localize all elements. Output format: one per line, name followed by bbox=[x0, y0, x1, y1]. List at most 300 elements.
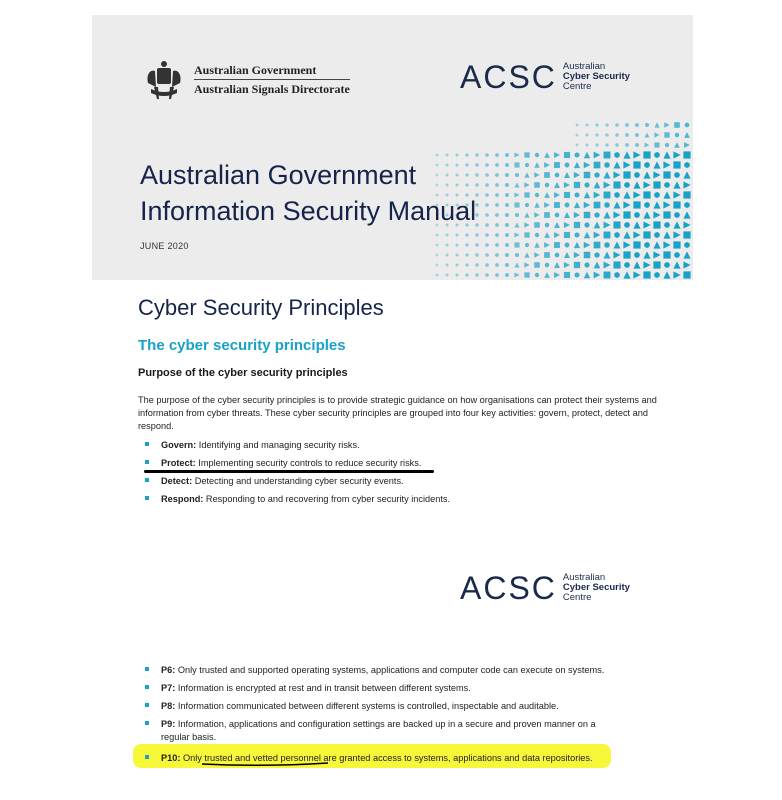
acsc-sub-1: Australian bbox=[562, 61, 606, 72]
pattern-dot bbox=[623, 211, 630, 218]
principle-term: P10: bbox=[161, 753, 181, 763]
pattern-dot bbox=[604, 252, 611, 259]
pattern-dot bbox=[633, 181, 640, 188]
agency-name: Australian Signals Directorate bbox=[194, 81, 350, 96]
pattern-dot bbox=[576, 134, 579, 137]
pattern-dot bbox=[475, 273, 478, 276]
pattern-dot bbox=[584, 192, 591, 199]
pattern-dot bbox=[514, 182, 519, 187]
pattern-dot bbox=[643, 271, 650, 278]
publication-date: JUNE 2020 bbox=[140, 241, 189, 251]
pattern-dot bbox=[555, 253, 560, 258]
pattern-dot bbox=[495, 253, 499, 257]
pattern-dot bbox=[594, 162, 601, 169]
pattern-dot bbox=[585, 133, 588, 136]
pattern-dot bbox=[663, 211, 670, 218]
pattern-dot bbox=[613, 171, 620, 178]
pattern-dot bbox=[574, 182, 580, 188]
purpose-paragraph: The purpose of the cyber security principles is to provide strategic guidance on how organisations can protect their systems and information from cyber threats. These cyber security principles are grouped into four key activities: govern, protect, detect and respond. bbox=[138, 395, 657, 431]
pattern-dot bbox=[574, 232, 579, 237]
acsc-logo bbox=[460, 61, 630, 93]
pattern-dot bbox=[554, 162, 560, 168]
activities-list bbox=[145, 439, 450, 511]
pattern-dot bbox=[545, 223, 550, 228]
pattern-dot bbox=[554, 182, 560, 188]
pattern-dot bbox=[654, 132, 659, 137]
pattern-dot bbox=[613, 221, 620, 228]
pattern-dot bbox=[554, 152, 560, 158]
pattern-dot bbox=[683, 231, 690, 238]
pattern-dot bbox=[574, 222, 580, 228]
pattern-dot bbox=[564, 252, 570, 258]
pattern-dot bbox=[544, 252, 550, 258]
pattern-dot bbox=[643, 151, 650, 158]
pattern-dot bbox=[613, 251, 620, 258]
pattern-dot bbox=[653, 171, 660, 178]
pattern-dot bbox=[495, 203, 499, 207]
pattern-dot bbox=[624, 222, 630, 228]
pattern-dot bbox=[673, 151, 680, 158]
pattern-dot bbox=[633, 151, 640, 158]
pattern-dot bbox=[554, 222, 560, 228]
pattern-dot bbox=[683, 261, 690, 268]
pattern-dot bbox=[615, 123, 619, 127]
pattern-dot bbox=[436, 244, 439, 247]
pattern-dot bbox=[584, 182, 589, 187]
pattern-dot bbox=[524, 182, 529, 187]
pattern-dot bbox=[505, 173, 509, 177]
pattern-dot bbox=[554, 242, 560, 248]
pattern-dot bbox=[684, 132, 690, 138]
pattern-dot bbox=[535, 193, 539, 197]
pattern-dot bbox=[604, 212, 611, 219]
pattern-dot bbox=[555, 213, 560, 218]
pattern-dot bbox=[623, 201, 630, 208]
pattern-dot bbox=[495, 153, 499, 157]
pattern-dot bbox=[544, 192, 550, 198]
pattern-dot bbox=[683, 191, 690, 198]
principle-desc: Information communicated between different systems is controlled, inspectable and auditable. bbox=[175, 701, 559, 711]
pattern-dot bbox=[574, 262, 580, 268]
pattern-dot bbox=[613, 201, 620, 208]
pattern-dot bbox=[684, 142, 690, 148]
pattern-dot bbox=[574, 252, 580, 258]
pattern-dot bbox=[535, 273, 539, 277]
pattern-dot bbox=[564, 212, 570, 218]
pattern-dot bbox=[495, 233, 499, 237]
pattern-dot bbox=[574, 212, 580, 218]
pattern-dot bbox=[535, 153, 539, 157]
pattern-dot bbox=[534, 262, 540, 268]
pattern-dot bbox=[683, 221, 690, 228]
pattern-dot bbox=[436, 264, 439, 267]
principles-list bbox=[145, 664, 625, 770]
pattern-dot bbox=[674, 122, 680, 128]
pattern-dot bbox=[514, 262, 519, 267]
bullet-icon bbox=[145, 442, 149, 446]
pattern-dot bbox=[673, 221, 680, 228]
pattern-dot bbox=[634, 212, 640, 218]
pattern-dot bbox=[664, 182, 670, 188]
pattern-dot bbox=[654, 192, 660, 198]
pattern-dot bbox=[663, 201, 670, 208]
pattern-dot bbox=[465, 233, 468, 236]
pattern-dot bbox=[654, 152, 660, 158]
pattern-dot bbox=[613, 161, 620, 168]
pattern-dot bbox=[475, 233, 478, 236]
pattern-dot bbox=[645, 143, 650, 148]
pattern-dot bbox=[475, 253, 478, 256]
pattern-dot bbox=[643, 261, 650, 268]
pattern-dot bbox=[633, 201, 640, 208]
pattern-dot bbox=[653, 251, 660, 258]
pattern-dot bbox=[643, 171, 650, 178]
pattern-dot bbox=[635, 133, 639, 137]
pattern-dot bbox=[633, 221, 640, 228]
pattern-dot bbox=[604, 182, 611, 189]
pattern-dot bbox=[684, 242, 690, 248]
pattern-dot bbox=[554, 262, 560, 268]
pattern-dot bbox=[625, 133, 629, 137]
pattern-dot bbox=[643, 231, 650, 238]
pattern-dot bbox=[485, 183, 489, 187]
acsc-sub-3: Centre bbox=[562, 81, 592, 92]
activity-term: Respond: bbox=[161, 494, 204, 504]
pattern-dot bbox=[605, 123, 608, 126]
principle-desc: Only trusted and supported operating systems, applications and computer code can execute on systems. bbox=[175, 665, 605, 675]
pattern-dot bbox=[514, 202, 519, 207]
pattern-dot bbox=[565, 203, 570, 208]
pattern-dot bbox=[633, 241, 640, 248]
principle-desc: Information is encrypted at rest and in transit between different systems. bbox=[175, 683, 471, 693]
pattern-dot bbox=[643, 181, 650, 188]
pattern-dot bbox=[614, 232, 620, 238]
pattern-dot bbox=[574, 152, 579, 157]
bullet-icon bbox=[145, 667, 149, 671]
bullet-icon bbox=[145, 460, 149, 464]
pattern-dot bbox=[604, 222, 611, 229]
pattern-dot bbox=[524, 222, 529, 227]
pattern-dot bbox=[623, 231, 630, 238]
pattern-dot bbox=[485, 223, 489, 227]
pattern-dot bbox=[446, 274, 449, 277]
pattern-dot bbox=[594, 222, 601, 229]
pattern-dot bbox=[514, 152, 519, 157]
pattern-dot bbox=[683, 171, 690, 178]
pattern-dot bbox=[584, 272, 591, 279]
pattern-dot bbox=[455, 243, 458, 246]
pattern-dot bbox=[534, 202, 540, 208]
pattern-dot bbox=[574, 272, 579, 277]
activity-desc: Identifying and managing security risks. bbox=[196, 440, 360, 450]
pattern-dot bbox=[654, 122, 659, 127]
pattern-dot bbox=[554, 202, 560, 208]
principle-desc: Information, applications and configuration settings are backed up in a secure and proven manner on a regular basis. bbox=[161, 719, 596, 742]
pattern-dot bbox=[584, 212, 591, 219]
pattern-dot bbox=[623, 151, 630, 158]
pattern-dot bbox=[455, 233, 458, 236]
pattern-dot bbox=[613, 211, 620, 218]
pattern-dot bbox=[514, 192, 519, 197]
acsc-mark: ACSC bbox=[460, 59, 557, 95]
pattern-dot bbox=[634, 252, 640, 258]
pattern-dot bbox=[664, 262, 670, 268]
pattern-dot bbox=[485, 153, 489, 157]
pattern-dot bbox=[595, 133, 598, 136]
pattern-dot bbox=[633, 261, 640, 268]
pattern-dot bbox=[675, 133, 679, 137]
pattern-dot bbox=[633, 231, 640, 238]
pattern-dot bbox=[683, 211, 690, 218]
pattern-dot bbox=[664, 132, 669, 137]
pattern-dot bbox=[485, 163, 489, 167]
pattern-dot bbox=[594, 272, 601, 279]
pattern-dot bbox=[495, 173, 499, 177]
pattern-dot bbox=[584, 162, 591, 169]
pattern-dot bbox=[505, 153, 509, 157]
list-item bbox=[145, 682, 625, 700]
gov-name: Australian Government bbox=[194, 62, 350, 80]
pattern-dot bbox=[604, 262, 611, 269]
pattern-dot bbox=[613, 261, 620, 268]
pattern-dot bbox=[673, 231, 680, 238]
pattern-dot bbox=[524, 272, 529, 277]
pattern-dot bbox=[584, 232, 591, 239]
pattern-dot bbox=[565, 163, 570, 168]
list-item bbox=[145, 700, 625, 718]
pattern-dot bbox=[663, 271, 670, 278]
pattern-dot bbox=[564, 172, 570, 178]
pattern-dot bbox=[574, 192, 579, 197]
pattern-dot bbox=[465, 253, 468, 256]
pattern-dot bbox=[653, 181, 660, 188]
pattern-dot bbox=[436, 154, 439, 157]
pattern-dot bbox=[683, 271, 690, 278]
pattern-dot bbox=[605, 143, 608, 146]
pattern-dot bbox=[505, 233, 509, 237]
pattern-dot bbox=[594, 152, 601, 159]
pattern-dot bbox=[653, 211, 660, 218]
pattern-dot bbox=[505, 183, 509, 187]
pattern-dot bbox=[604, 172, 611, 179]
pattern-dot bbox=[576, 124, 579, 127]
bullet-icon bbox=[145, 755, 149, 759]
pattern-dot bbox=[654, 232, 660, 238]
pattern-dot bbox=[505, 273, 509, 277]
pattern-dot bbox=[595, 123, 598, 126]
pattern-dot bbox=[643, 251, 650, 258]
pattern-dot bbox=[564, 152, 570, 158]
pattern-dot bbox=[545, 263, 550, 268]
activity-desc: Responding to and recovering from cyber security incidents. bbox=[203, 494, 451, 504]
pattern-dot bbox=[524, 262, 529, 267]
pattern-dot bbox=[645, 133, 650, 138]
pattern-dot bbox=[635, 123, 639, 127]
pattern-dot bbox=[505, 193, 509, 197]
pattern-dot bbox=[594, 242, 601, 249]
pattern-dot bbox=[436, 274, 439, 277]
document-title bbox=[140, 157, 476, 229]
pattern-dot bbox=[436, 254, 439, 257]
pattern-dot bbox=[554, 192, 560, 198]
activity-desc: Implementing security controls to reduce security risks. bbox=[195, 458, 422, 468]
pattern-dot bbox=[525, 163, 529, 167]
pattern-dot bbox=[446, 264, 449, 267]
pattern-dot bbox=[455, 273, 458, 276]
pattern-dot bbox=[683, 251, 690, 258]
list-item bbox=[145, 718, 625, 752]
list-item bbox=[145, 664, 625, 682]
acsc2-sub-3: Centre bbox=[562, 592, 592, 603]
pattern-dot bbox=[515, 173, 519, 177]
pattern-dot bbox=[673, 191, 680, 198]
pattern-dot bbox=[495, 213, 499, 217]
pattern-dot bbox=[564, 272, 570, 278]
pattern-dot bbox=[495, 193, 499, 197]
pattern-dot bbox=[665, 143, 669, 147]
pattern-dot bbox=[485, 243, 489, 247]
pattern-dot bbox=[683, 151, 690, 158]
pattern-dot bbox=[594, 212, 599, 217]
pattern-dot bbox=[505, 243, 509, 247]
pattern-dot bbox=[604, 202, 610, 208]
pattern-dot bbox=[475, 243, 478, 246]
australian-government-logo bbox=[142, 55, 350, 103]
pattern-dot bbox=[544, 242, 550, 248]
pattern-dot bbox=[525, 243, 529, 247]
pattern-dot bbox=[505, 213, 509, 217]
pattern-dot bbox=[625, 123, 629, 127]
pattern-dot bbox=[604, 272, 611, 279]
pattern-dot bbox=[495, 223, 499, 227]
pattern-dot bbox=[495, 243, 499, 247]
pattern-dot bbox=[565, 243, 570, 248]
pattern-dot bbox=[623, 191, 630, 198]
pattern-dot bbox=[455, 253, 458, 256]
cover-page bbox=[92, 15, 693, 280]
pattern-dot bbox=[674, 212, 680, 218]
pattern-dot bbox=[633, 161, 640, 168]
pattern-dot bbox=[585, 143, 588, 146]
pattern-dot bbox=[495, 263, 499, 267]
pattern-dot bbox=[674, 142, 680, 148]
pattern-dot bbox=[673, 181, 680, 188]
pattern-dot bbox=[673, 241, 680, 248]
pattern-dot bbox=[514, 222, 519, 227]
pattern-dot bbox=[576, 144, 579, 147]
section-subheading: The cyber security principles bbox=[138, 337, 346, 354]
list-item bbox=[145, 439, 450, 457]
pattern-dot bbox=[673, 271, 680, 278]
pattern-dot bbox=[594, 232, 601, 239]
pattern-dot bbox=[505, 253, 509, 257]
acsc2-sub-2: Cyber Security bbox=[562, 582, 630, 593]
pattern-dot bbox=[623, 171, 630, 178]
pattern-dot bbox=[584, 172, 591, 179]
pattern-dot bbox=[524, 212, 529, 217]
pattern-dot bbox=[495, 273, 499, 277]
pattern-dot bbox=[505, 163, 509, 167]
pattern-dot bbox=[634, 172, 640, 178]
bullet-icon bbox=[145, 685, 149, 689]
pattern-dot bbox=[544, 232, 550, 238]
pattern-dot bbox=[585, 123, 588, 126]
pattern-dot bbox=[604, 232, 611, 239]
pattern-dot bbox=[594, 172, 599, 177]
pattern-dot bbox=[514, 232, 519, 237]
pattern-dot bbox=[524, 152, 529, 157]
pattern-dot bbox=[525, 203, 529, 207]
pattern-dot bbox=[643, 191, 650, 198]
pattern-dot bbox=[594, 252, 599, 257]
pattern-dot bbox=[614, 272, 620, 278]
acsc-sub-2: Cyber Security bbox=[562, 71, 630, 82]
coat-of-arms-icon bbox=[142, 57, 186, 101]
pattern-dot bbox=[485, 263, 489, 267]
pattern-dot bbox=[534, 222, 540, 228]
pattern-dot bbox=[685, 123, 690, 128]
pattern-dot bbox=[564, 192, 570, 198]
pattern-dot bbox=[613, 241, 620, 248]
bullet-icon bbox=[145, 496, 149, 500]
pattern-dot bbox=[446, 234, 449, 237]
pattern-dot bbox=[564, 262, 570, 268]
pattern-dot bbox=[604, 192, 611, 199]
pattern-dot bbox=[604, 162, 610, 168]
pattern-dot bbox=[544, 202, 550, 208]
pattern-dot bbox=[595, 143, 598, 146]
pattern-dot bbox=[624, 262, 630, 268]
activity-term: Detect: bbox=[161, 476, 193, 486]
pattern-dot bbox=[604, 242, 610, 248]
principle-term: P9: bbox=[161, 719, 176, 729]
acsc-mark-2: ACSC bbox=[460, 570, 557, 606]
trusted-personnel-underline-mark bbox=[200, 760, 330, 768]
pattern-dot bbox=[544, 212, 550, 218]
pattern-dot bbox=[663, 231, 670, 238]
pattern-dot bbox=[684, 162, 690, 168]
pattern-dot bbox=[635, 143, 639, 147]
pattern-dot bbox=[574, 242, 580, 248]
pattern-dot bbox=[653, 221, 660, 228]
section-heading: Cyber Security Principles bbox=[138, 295, 384, 320]
pattern-dot bbox=[534, 212, 540, 218]
pattern-dot bbox=[436, 234, 439, 237]
pattern-dot bbox=[604, 152, 611, 159]
pattern-dot bbox=[614, 192, 620, 198]
pattern-dot bbox=[594, 262, 601, 269]
activity-desc: Detecting and understanding cyber security events. bbox=[192, 476, 404, 486]
pattern-dot bbox=[534, 182, 540, 188]
pattern-dot bbox=[653, 201, 660, 208]
pattern-dot bbox=[554, 232, 560, 238]
pattern-dot bbox=[674, 172, 680, 178]
pattern-dot bbox=[663, 171, 670, 178]
pattern-dot bbox=[524, 192, 529, 197]
pattern-dot bbox=[654, 272, 660, 278]
pattern-dot bbox=[534, 242, 540, 248]
pattern-dot bbox=[615, 133, 619, 137]
pattern-dot bbox=[485, 203, 489, 207]
principle-term: P7: bbox=[161, 683, 176, 693]
list-item bbox=[145, 493, 450, 511]
title-line-1: Australian Government bbox=[140, 160, 417, 190]
pattern-dot bbox=[623, 241, 630, 248]
pattern-dot bbox=[534, 162, 540, 168]
pattern-dot bbox=[624, 182, 630, 188]
pattern-dot bbox=[594, 202, 601, 209]
pattern-dot bbox=[524, 172, 529, 177]
